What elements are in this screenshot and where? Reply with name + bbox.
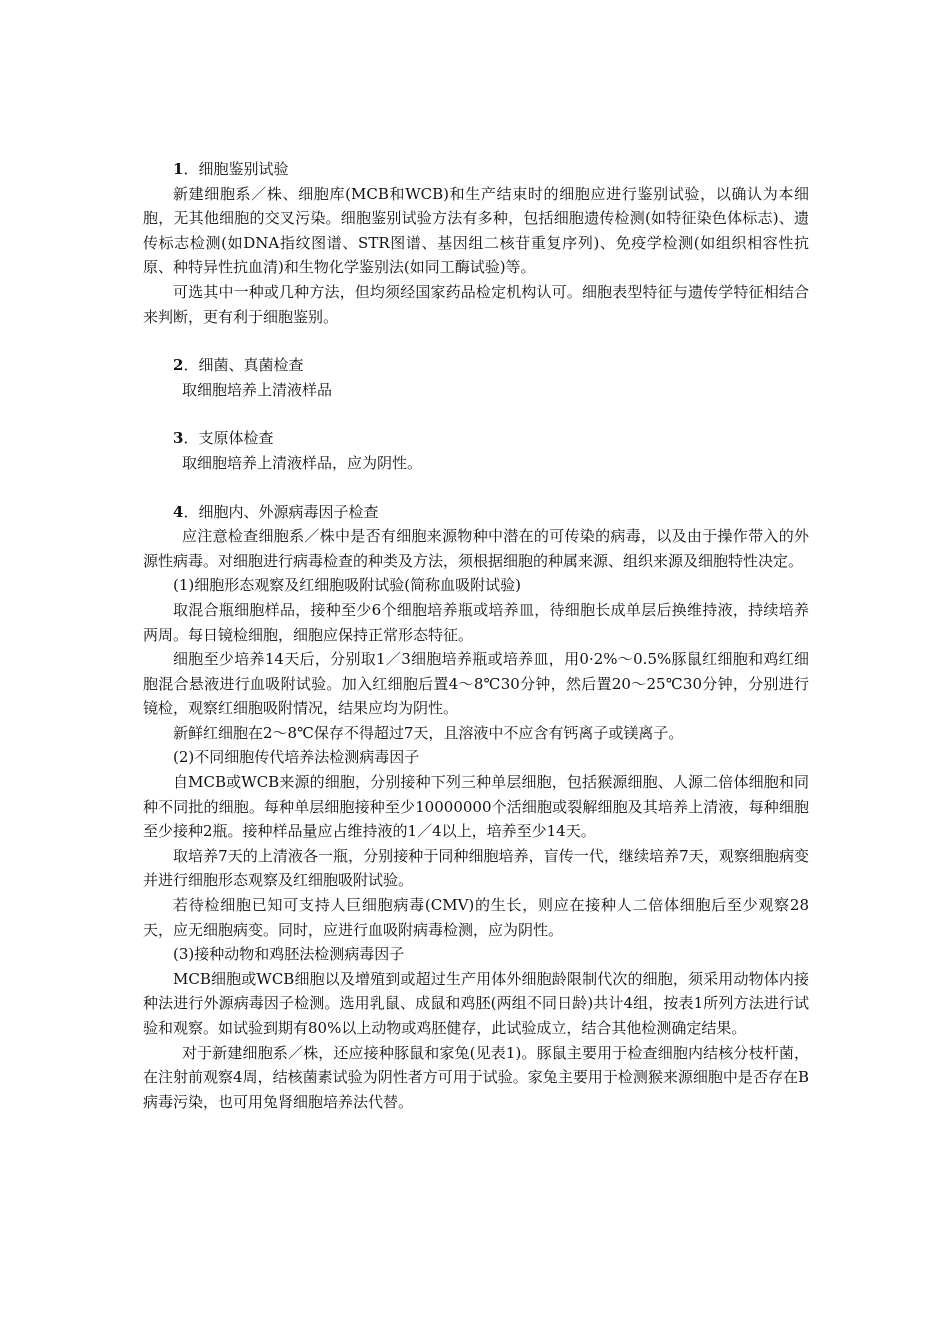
section-number: 2 [173, 356, 184, 375]
section-heading-1: 1．细胞鉴别试验 [173, 160, 289, 178]
section-title: 支原体检查 [198, 429, 274, 448]
subheading: (1)细胞形态观察及红细胞吸附试验(简称血吸附试验) [173, 576, 521, 595]
paragraph: 取培养7天的上清液各一瓶，分别接种于同种细胞培养，盲传一代，继续培养7天，观察细胞病变并进行细胞形态观察及红细胞吸附试验。 [143, 846, 809, 890]
section-heading-3: 3．支原体检查 [173, 429, 274, 448]
paragraph: 取混合瓶细胞样品，接种至少6个细胞培养瓶或培养皿，待细胞长成单层后换维持液，持续培养两周。每日镜检细胞，细胞应保持正常形态特征。 [143, 600, 809, 644]
section-number: 3 [173, 429, 184, 448]
paragraph: 取细胞培养上清液样品，应为阴性。 [182, 453, 423, 472]
section-gap [143, 329, 809, 353]
document-page [143, 157, 809, 1114]
paragraph: 若待检细胞已知可支持人巨细胞病毒(CMV)的生长，则应在接种人二倍体细胞后至少观察28天，应无细胞病变。同时，应进行血吸附病毒检测，应为阴性。 [143, 896, 809, 939]
paragraph: 细胞至少培养14天后，分别取1／3细胞培养瓶或培养皿，用0·2%～0.5%豚鼠红细胞和鸡红细胞混合悬液进行血吸附试验。加入红细胞后置4～8℃30分钟，然后置20～25℃30分钟，分别进行镜检，观察红细胞吸附情况，结果应均为阴性。 [143, 650, 809, 718]
subheading: (2)不同细胞传代培养法检测病毒因子 [173, 748, 420, 767]
section-heading-4: 4．细胞内、外源病毒因子检查 [173, 502, 379, 521]
paragraph: 新鲜红细胞在2～8℃保存不得超过7天，且溶液中不应含有钙离子或镁离子。 [173, 723, 684, 742]
section-number: 4 [173, 502, 184, 521]
paragraph: 取细胞培养上清液样品 [182, 380, 333, 399]
paragraph: MCB细胞或WCB细胞以及增殖到或超过生产用体外细胞龄限制代次的细胞，须采用动物体内接种法进行外源病毒因子检测。选用乳鼠、成鼠和鸡胚(两组不同日龄)共计4组，按表1所列方法进行试验和观察。如试验到期有80%以上动物或鸡胚健存，此试验成立，结合其他检测确定结果。 [143, 969, 809, 1037]
section-gap [143, 476, 809, 500]
section-heading-2: 2．细菌、真菌检查 [173, 356, 304, 375]
paragraph: 应注意检查细胞系／株中是否有细胞来源物种中潜在的可传染的病毒，以及由于操作带入的外源性病毒。对细胞进行病毒检查的种类及方法，须根据细胞的种属来源、组织来源及细胞特性决定。 [143, 527, 809, 570]
paragraph: 可选其中一种或几种方法，但均须经国家药品检定机构认可。细胞表型特征与遗传学特征相结合来判断，更有利于细胞鉴别。 [143, 282, 809, 326]
section-number: 1 [173, 160, 184, 178]
section-title: 细胞内、外源病毒因子检查 [198, 502, 379, 521]
paragraph: 自MCB或WCB来源的细胞，分别接种下列三种单层细胞，包括猴源细胞、人源二倍体细胞和同种不同批的细胞。每种单层细胞接种至少10000000个活细胞或裂解细胞及其培养上清液，每种细胞至少接种2瓶。接种样品量应占维持液的1／4以上，培养至少14天。 [143, 773, 809, 841]
subheading: (3)接种动物和鸡胚法检测病毒因子 [173, 945, 405, 964]
section-title: 细胞鉴别试验 [198, 160, 289, 178]
paragraph: 新建细胞系／株、细胞库(MCB和WCB)和生产结束时的细胞应进行鉴别试验，以确认为本细胞，无其他细胞的交叉污染。细胞鉴别试验方法有多种，包括细胞遗传检测(如特征染色体标志)、遗传标志检测(如DNA指纹图谱、STR图谱、基因组二核苷重复序列)、免疫学检测(如组织相容性抗原、种特异性抗血清)和生物化学鉴别法(如同工酶试验)等。 [143, 184, 809, 277]
paragraph: 对于新建细胞系／株，还应接种豚鼠和家兔(见表1)。豚鼠主要用于检查细胞内结核分枝杆菌，在注射前观察4周，结核菌素试验为阴性者方可用于试验。家兔主要用于检测猴来源细胞中是否存在B病毒污染，也可用兔肾细胞培养法代替。 [143, 1043, 809, 1111]
section-title: 细菌、真菌检查 [198, 356, 304, 375]
section-gap [143, 402, 809, 426]
